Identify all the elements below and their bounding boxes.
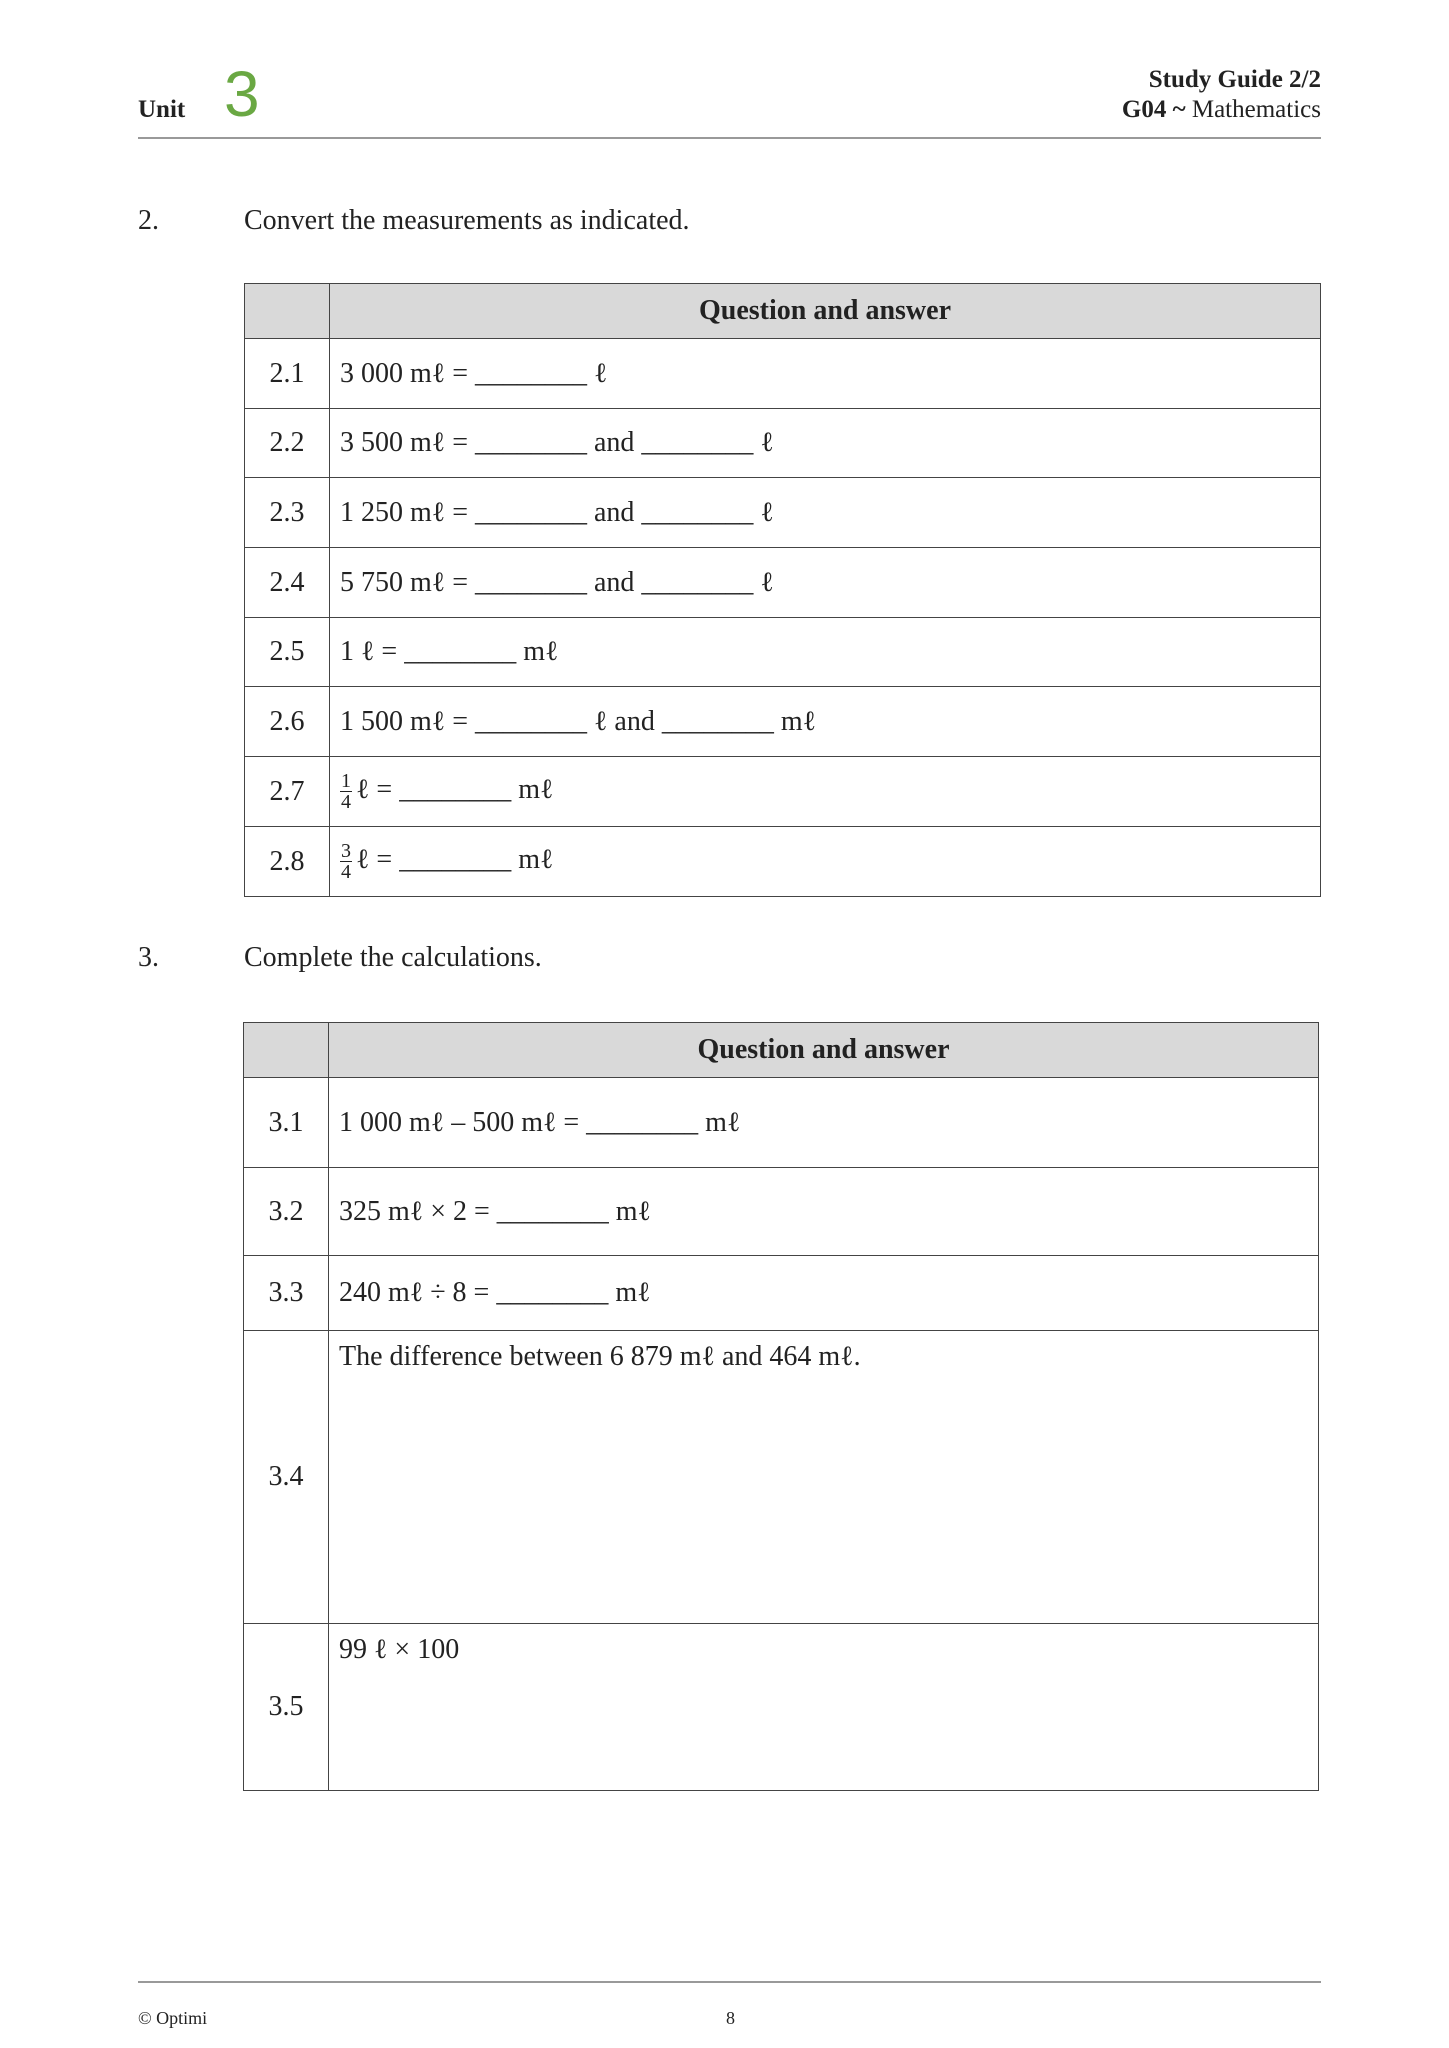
table-row	[244, 1624, 1319, 1791]
number-header	[244, 1023, 329, 1078]
question-3-number: 3.	[138, 942, 159, 973]
question-text: 240 mℓ ÷ 8 = ________ mℓ	[329, 1256, 1319, 1331]
header-rule	[138, 137, 1321, 139]
question-text: 1 250 mℓ = ________ and ________ ℓ	[330, 478, 1321, 548]
table-row	[245, 757, 1321, 827]
question-3-instruction: Complete the calculations.	[244, 942, 542, 973]
question-text: 99 ℓ × 100	[329, 1624, 1319, 1791]
table-row	[244, 1256, 1319, 1331]
question-3-table	[243, 1022, 1319, 1791]
question-text: 1 000 mℓ – 500 mℓ = ________ mℓ	[329, 1078, 1319, 1168]
copyright: © Optimi	[138, 2008, 208, 2028]
unit-label: Unit	[138, 96, 186, 123]
table-row	[245, 827, 1321, 897]
subject: Mathematics	[1191, 96, 1321, 123]
question-rest: ℓ = ________ mℓ	[356, 843, 554, 875]
grade-code: G04	[1121, 96, 1167, 123]
column-header: Question and answer	[330, 284, 1321, 339]
table-row	[245, 618, 1321, 687]
separator: ~	[1172, 96, 1186, 123]
fraction	[340, 841, 352, 882]
table-row	[245, 548, 1321, 618]
table-row	[244, 1168, 1319, 1256]
row-number: 2.8	[245, 827, 330, 897]
row-number: 2.5	[245, 618, 330, 687]
column-header: Question and answer	[329, 1023, 1319, 1078]
row-number: 3.4	[244, 1331, 329, 1624]
numerator: 3	[341, 840, 351, 862]
numerator: 1	[341, 770, 351, 792]
question-text	[330, 827, 1321, 897]
row-number: 2.2	[245, 409, 330, 478]
number-header	[245, 284, 330, 339]
question-text: 3 500 mℓ = ________ and ________ ℓ	[330, 409, 1321, 478]
row-number: 3.1	[244, 1078, 329, 1168]
question-rest: ℓ = ________ mℓ	[356, 773, 554, 805]
question-text	[330, 757, 1321, 827]
table-row	[245, 339, 1321, 409]
row-number: 3.5	[244, 1624, 329, 1791]
course-subtitle	[1122, 96, 1321, 124]
row-number: 3.3	[244, 1256, 329, 1331]
question-text: 325 mℓ × 2 = ________ mℓ	[329, 1168, 1319, 1256]
question-text: The difference between 6 879 mℓ and 464 mℓ.	[329, 1331, 1319, 1624]
page-number: 8	[726, 2008, 735, 2028]
study-guide-title: Study Guide 2/2	[1148, 66, 1321, 93]
question-2-instruction: Convert the measurements as indicated.	[244, 205, 690, 236]
table-row	[245, 409, 1321, 478]
fraction	[340, 771, 352, 812]
unit-number: 3	[224, 58, 260, 130]
table-row	[244, 1331, 1319, 1624]
row-number: 2.6	[245, 687, 330, 757]
question-text: 5 750 mℓ = ________ and ________ ℓ	[330, 548, 1321, 618]
row-number: 2.7	[245, 757, 330, 827]
question-text: 1 ℓ = ________ mℓ	[330, 618, 1321, 687]
question-2-table	[244, 283, 1321, 897]
row-number: 2.1	[245, 339, 330, 409]
row-number: 2.3	[245, 478, 330, 548]
denominator: 4	[341, 791, 351, 813]
question-text: 1 500 mℓ = ________ ℓ and ________ mℓ	[330, 687, 1321, 757]
question-2-number: 2.	[138, 205, 159, 236]
table-row	[245, 687, 1321, 757]
row-number: 3.2	[244, 1168, 329, 1256]
table-row	[245, 478, 1321, 548]
footer-rule	[138, 1981, 1321, 1983]
question-text: 3 000 mℓ = ________ ℓ	[330, 339, 1321, 409]
row-number: 2.4	[245, 548, 330, 618]
table-row	[244, 1078, 1319, 1168]
denominator: 4	[341, 861, 351, 883]
